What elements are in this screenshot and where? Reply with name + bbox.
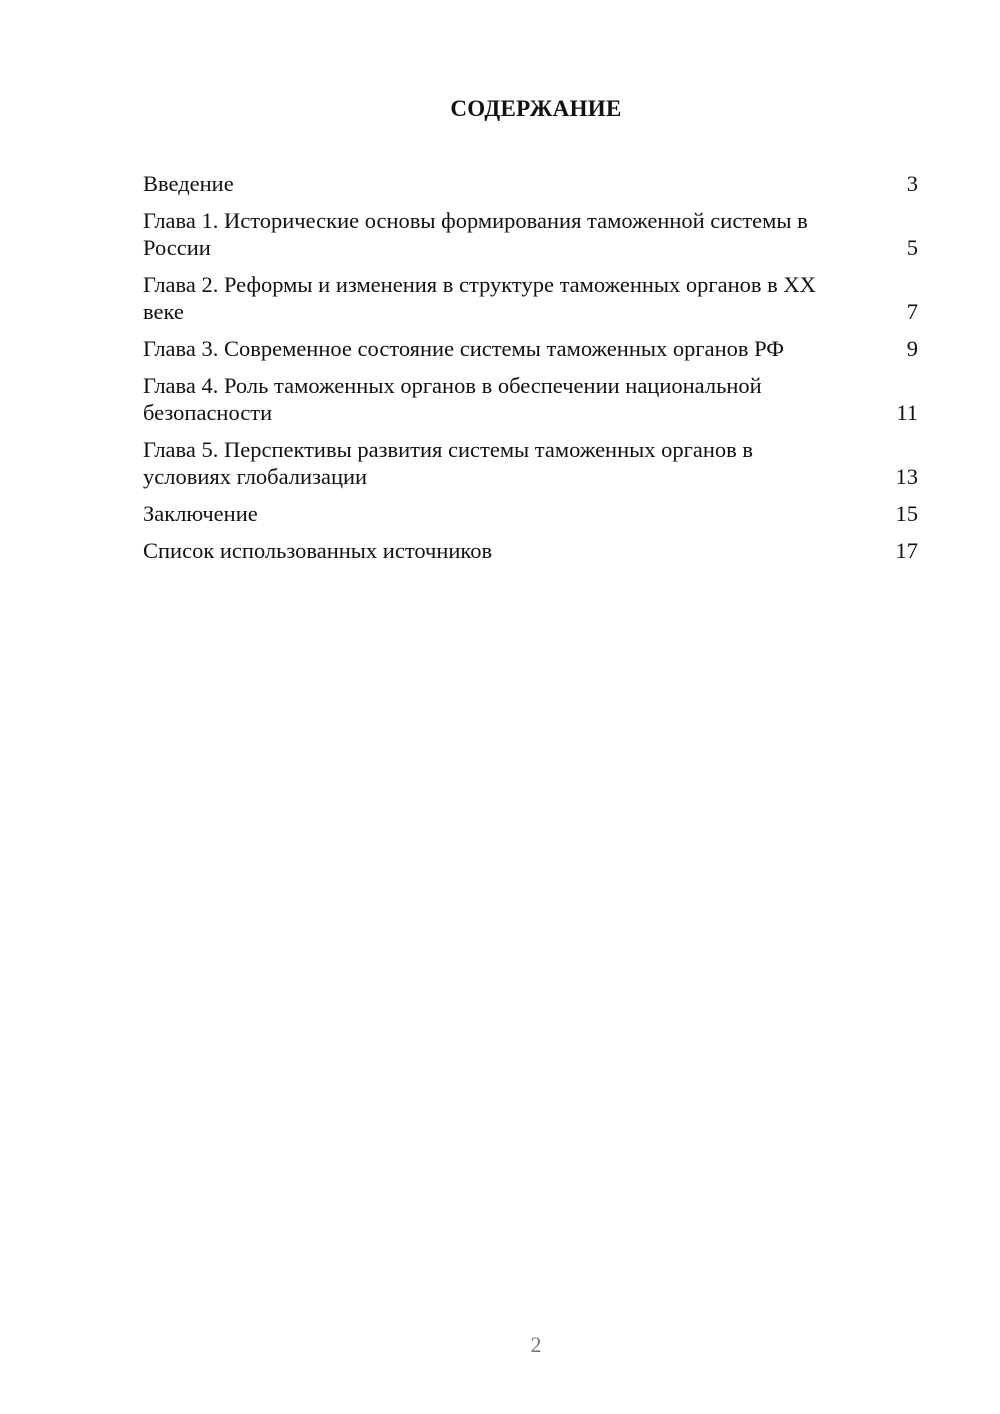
toc-item-chapter-4[interactable] (143, 372, 918, 426)
toc-item-chapter-5[interactable] (143, 436, 918, 490)
toc-item-chapter-3[interactable] (143, 335, 918, 362)
toc-item-introduction[interactable] (143, 170, 918, 197)
toc-item-text: Список использованных источников (143, 538, 493, 563)
toc-item-text: Глава 5. Перспективы развития системы таможенных органов в условиях глобализации (143, 437, 754, 489)
toc-item-text: Заключение (143, 501, 258, 526)
toc-item-references[interactable] (143, 537, 918, 564)
toc-item-page: 3 (906, 171, 918, 196)
toc-item-page: 17 (895, 538, 918, 563)
toc-item-page: 7 (906, 299, 918, 324)
toc-item-page: 13 (895, 464, 918, 489)
toc-item-page: 5 (906, 235, 918, 260)
toc-item-text: Глава 2. Реформы и изменения в структуре таможенных органов в XX веке (143, 272, 816, 324)
page-title: СОДЕРЖАНИЕ (450, 96, 622, 121)
page-number: 2 (530, 1332, 542, 1357)
toc-item-text: Глава 4. Роль таможенных органов в обеспечении национальной безопасности (143, 373, 762, 425)
toc-item-chapter-2[interactable] (143, 271, 918, 325)
table-of-contents (143, 170, 918, 574)
toc-item-text: Глава 3. Современное состояние системы таможенных органов РФ (143, 336, 785, 361)
toc-item-conclusion[interactable] (143, 500, 918, 527)
toc-item-page: 9 (906, 336, 918, 361)
toc-item-page: 11 (896, 400, 918, 425)
toc-item-page: 15 (895, 501, 918, 526)
toc-item-text: Глава 1. Исторические основы формирования таможенной системы в России (143, 208, 808, 260)
toc-item-chapter-1[interactable] (143, 207, 918, 261)
toc-item-text: Введение (143, 171, 234, 196)
